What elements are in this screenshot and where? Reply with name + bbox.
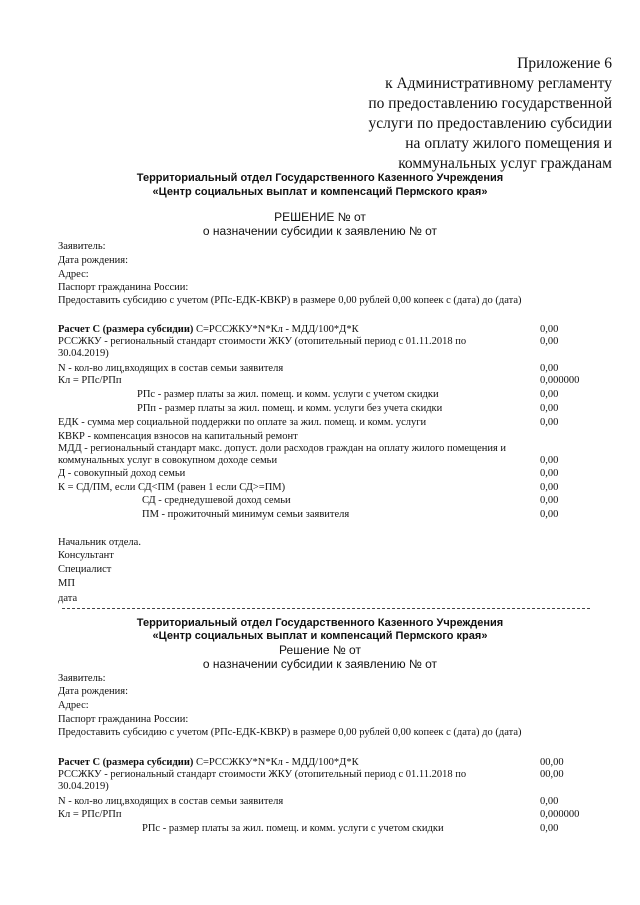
kl-value: 0,000000	[540, 375, 580, 386]
applicant-label: Заявитель:	[58, 241, 106, 252]
d-line: Д - совокупный доход семьи	[58, 468, 186, 479]
rpp-value: 0,00	[540, 403, 559, 414]
appendix-line: по предоставлению государственной	[368, 95, 612, 112]
appendix-line: услуги по предоставлению субсидии	[368, 115, 612, 132]
kl-value: 0,000000	[540, 809, 580, 820]
calc-formula: С=РССЖКУ*N*Кл - МДД/100*Д*К	[193, 324, 359, 335]
pm-value: 0,00	[540, 509, 559, 520]
rps-value: 0,00	[540, 389, 559, 400]
organization-name-line2: «Центр социальных выплат и компенсаций Пермского края»	[152, 630, 488, 642]
kl-line: Кл = РПс/РПп	[58, 809, 122, 820]
pm-line: ПМ - прожиточный минимум семьи заявителя	[142, 509, 350, 520]
stamp-mp: МП	[58, 578, 75, 589]
calc-value: 00,00	[540, 757, 564, 768]
sd-line: СД - среднедушевой доход семьи	[142, 495, 291, 506]
sd-value: 0,00	[540, 495, 559, 506]
passport-label: Паспорт гражданина России:	[58, 714, 189, 725]
rss-value: 0,00	[540, 336, 559, 347]
appendix-line: Приложение 6	[517, 55, 612, 72]
cut-line-divider	[62, 608, 590, 609]
mdd-line1: МДД - региональный стандарт макс. допуст. доли расходов граждан на оплату жилого помещения и	[58, 443, 507, 454]
rss-line2: 30.04.2019)	[58, 348, 109, 359]
calc-label: Расчет С (размера субсидии)	[58, 324, 194, 335]
k-line: К = СД/ПМ, если СД<ПМ (равен 1 если СД>=ПМ)	[58, 482, 286, 493]
calc-label: Расчет С (размера субсидии)	[58, 757, 194, 768]
grant-statement: Предоставить субсидию с учетом (РПс-ЕДК-КВКР) в размере 0,00 рублей 0,00 копеек с (дата) до (дата)	[58, 295, 522, 306]
n-value: 0,00	[540, 363, 559, 374]
n-line: N - кол-во лиц,входящих в состав семьи заявителя	[58, 363, 284, 374]
rss-line1: РССЖКУ - региональный стандарт стоимости ЖКУ (отопительный период с 01.11.2018 по	[58, 769, 467, 780]
calc-value: 0,00	[540, 324, 559, 335]
calc-formula: С=РССЖКУ*N*Кл - МДД/100*Д*К	[193, 757, 359, 768]
rps-line: РПс - размер платы за жил. помещ. и комм. услуги с учетом скидки	[142, 823, 444, 834]
rps-line: РПс - размер платы за жил. помещ. и комм. услуги с учетом скидки	[137, 389, 439, 400]
signature-specialist: Специалист	[58, 564, 112, 575]
appendix-line: к Административному регламенту	[385, 75, 612, 92]
mdd-value: 0,00	[540, 455, 559, 466]
decision-title: РЕШЕНИЕ № от	[274, 210, 366, 224]
address-label: Адрес:	[58, 269, 89, 280]
organization-name-line1: Территориальный отдел Государственного Казенного Учреждения	[136, 617, 504, 629]
rss-line1: РССЖКУ - региональный стандарт стоимости ЖКУ (отопительный период с 01.11.2018 по	[58, 336, 467, 347]
appendix-line: коммунальных услуг гражданам	[398, 155, 612, 172]
rpp-line: РПп - размер платы за жил. помещ. и комм. услуги без учета скидки	[137, 403, 443, 414]
rss-value: 00,00	[540, 769, 564, 780]
grant-statement: Предоставить субсидию с учетом (РПс-ЕДК-КВКР) в размере 0,00 рублей 0,00 копеек с (дата) до (дата)	[58, 727, 522, 738]
appendix-header	[368, 54, 612, 174]
applicant-label: Заявитель:	[58, 673, 106, 684]
kvkr-line: КВКР - компенсация взносов на капитальный ремонт	[58, 431, 298, 442]
address-label: Адрес:	[58, 700, 89, 711]
rss-line2: 30.04.2019)	[58, 781, 109, 792]
birth-date-label: Дата рождения:	[58, 255, 129, 266]
birth-date-label: Дата рождения:	[58, 686, 129, 697]
signature-head: Начальник отдела.	[58, 537, 141, 548]
appendix-line: на оплату жилого помещения и	[405, 135, 612, 152]
organization-name-line1: Территориальный отдел Государственного Казенного Учреждения	[136, 172, 504, 184]
decision-subtitle: о назначении субсидии к заявлению № от	[202, 224, 438, 238]
edk-value: 0,00	[540, 417, 559, 428]
passport-label: Паспорт гражданина России:	[58, 282, 189, 293]
kl-line: Кл = РПс/РПп	[58, 375, 122, 386]
n-line: N - кол-во лиц,входящих в состав семьи заявителя	[58, 796, 284, 807]
signature-date: дата	[58, 593, 78, 604]
organization-name-line2: «Центр социальных выплат и компенсаций Пермского края»	[152, 186, 488, 198]
mdd-line2: коммунальных услуг в совокупном доходе семьи	[58, 455, 278, 466]
d-value: 0,00	[540, 468, 559, 479]
decision-subtitle: о назначении субсидии к заявлению № от	[202, 657, 438, 671]
k-value: 0,00	[540, 482, 559, 493]
edk-line: ЕДК - сумма мер социальной поддержки по оплате за жил. помещ. и комм. услуги	[58, 417, 427, 428]
n-value: 0,00	[540, 796, 559, 807]
decision-title: Решение № от	[279, 643, 361, 657]
signature-consultant: Консультант	[58, 550, 114, 561]
rps-value: 0,00	[540, 823, 559, 834]
